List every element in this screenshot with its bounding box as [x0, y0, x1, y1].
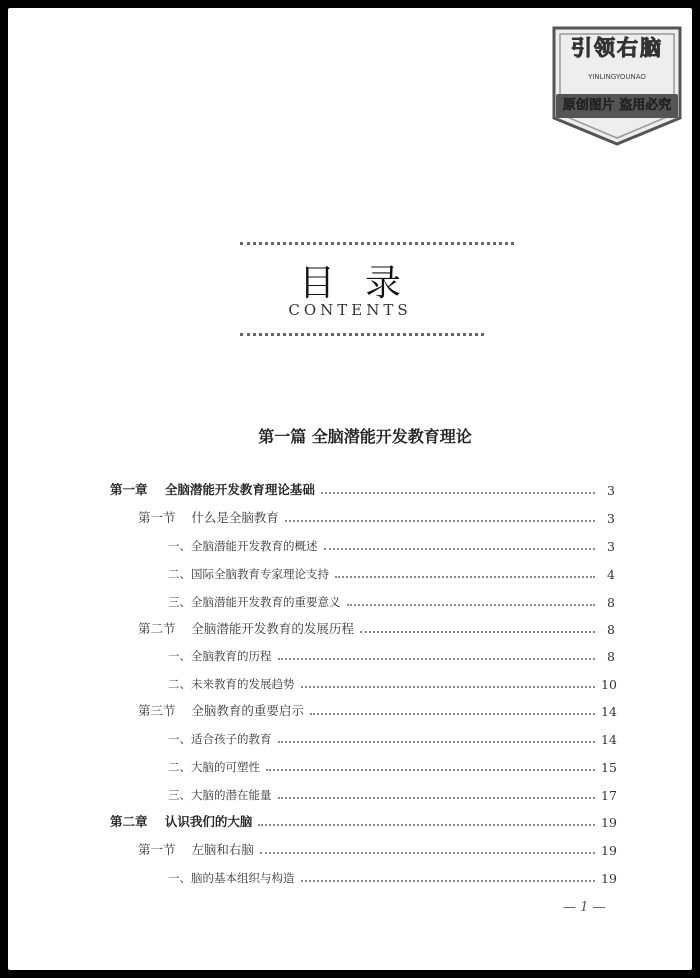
toc-leader-dots [310, 713, 595, 715]
toc-entry-label: 第一节 左脑和右脑 [138, 842, 254, 857]
toc-entry-page: 8 [607, 649, 615, 664]
toc-entry-page: 14 [601, 704, 617, 719]
toc-entry-page: 4 [607, 567, 615, 582]
toc-entry-label: 二、未来教育的发展趋势 [168, 677, 295, 691]
toc-entry-label: 三、全脑潜能开发教育的重要意义 [168, 595, 341, 609]
toc-entry-page: 17 [601, 788, 617, 803]
toc-entry-chapter[interactable] [110, 812, 615, 830]
part-title: 第一篇 全脑潜能开发教育理论 [258, 427, 472, 446]
watermark-note: 原创图片 盗用必究 [556, 94, 678, 118]
toc-leader-dots [347, 604, 596, 606]
toc-entry-page: 19 [601, 843, 617, 858]
watermark-title: 引领右脑 [571, 36, 663, 60]
header-dotted-rule-bottom [240, 333, 484, 336]
toc-entry-page: 15 [601, 760, 617, 775]
toc-entry-item[interactable] [168, 564, 615, 582]
watermark-badge [548, 22, 686, 148]
toc-entry-section[interactable] [138, 840, 615, 858]
toc-entry-label: 第二章 认识我们的大脑 [110, 814, 253, 829]
toc-leader-dots [278, 797, 596, 799]
header-dotted-rule-top [240, 242, 514, 245]
toc-entry-page: 3 [607, 539, 615, 554]
toc-leader-dots [321, 492, 595, 494]
toc-leader-dots [301, 686, 596, 688]
toc-entry-item[interactable] [168, 646, 615, 664]
toc-entry-item[interactable] [168, 674, 615, 692]
toc-entry-label: 第一章 全脑潜能开发教育理论基础 [110, 482, 315, 497]
toc-entry-label: 一、脑的基本组织与构造 [168, 871, 295, 885]
toc-leader-dots [278, 741, 596, 743]
toc-leader-dots [258, 824, 595, 826]
toc-leader-dots [324, 548, 596, 550]
toc-entry-label: 二、大脑的可塑性 [168, 760, 260, 774]
toc-entry-page: 19 [601, 815, 617, 830]
toc-leader-dots [301, 880, 596, 882]
toc-entry-label: 第二节 全脑潜能开发教育的发展历程 [138, 621, 354, 636]
toc-leader-dots [285, 520, 595, 522]
toc-entry-page: 3 [607, 511, 615, 526]
toc-entry-section[interactable] [138, 508, 615, 526]
toc-entry-label: 二、国际全脑教育专家理论支持 [168, 567, 329, 581]
toc-entry-page: 14 [601, 732, 617, 747]
toc-entry-item[interactable] [168, 868, 615, 886]
toc-entry-chapter[interactable] [110, 480, 615, 498]
toc-entry-item[interactable] [168, 536, 615, 554]
toc-entry-page: 19 [601, 871, 617, 886]
toc-entry-label: 三、大脑的潜在能量 [168, 788, 272, 802]
toc-leader-dots [278, 658, 596, 660]
toc-entry-item[interactable] [168, 785, 615, 803]
toc-entry-page: 8 [607, 622, 615, 637]
toc-leader-dots [335, 576, 595, 578]
toc-entry-item[interactable] [168, 592, 615, 610]
toc-entry-label: 一、适合孩子的教育 [168, 732, 272, 746]
page-number: — 1 — [563, 900, 606, 915]
toc-entry-section[interactable] [138, 701, 615, 719]
toc-entry-label: 第三节 全脑教育的重要启示 [138, 703, 304, 718]
toc-entry-item[interactable] [168, 729, 615, 747]
toc-entry-label: 第一节 什么是全脑教育 [138, 510, 279, 525]
watermark-subtitle: YINLINGYOUNAO [588, 73, 646, 81]
toc-entry-section[interactable] [138, 619, 615, 637]
toc-entry-page: 8 [607, 595, 615, 610]
toc-entry-label: 一、全脑教育的历程 [168, 649, 272, 663]
toc-leader-dots [260, 852, 595, 854]
toc-leader-dots [360, 631, 595, 633]
toc-entry-page: 10 [601, 677, 617, 692]
toc-entry-page: 3 [607, 483, 615, 498]
page-title: 目录 [298, 263, 431, 304]
toc-entry-item[interactable] [168, 757, 615, 775]
toc-leader-dots [266, 769, 595, 771]
page-subtitle: CONTENTS [288, 301, 412, 319]
toc-entry-label: 一、全脑潜能开发教育的概述 [168, 539, 318, 553]
